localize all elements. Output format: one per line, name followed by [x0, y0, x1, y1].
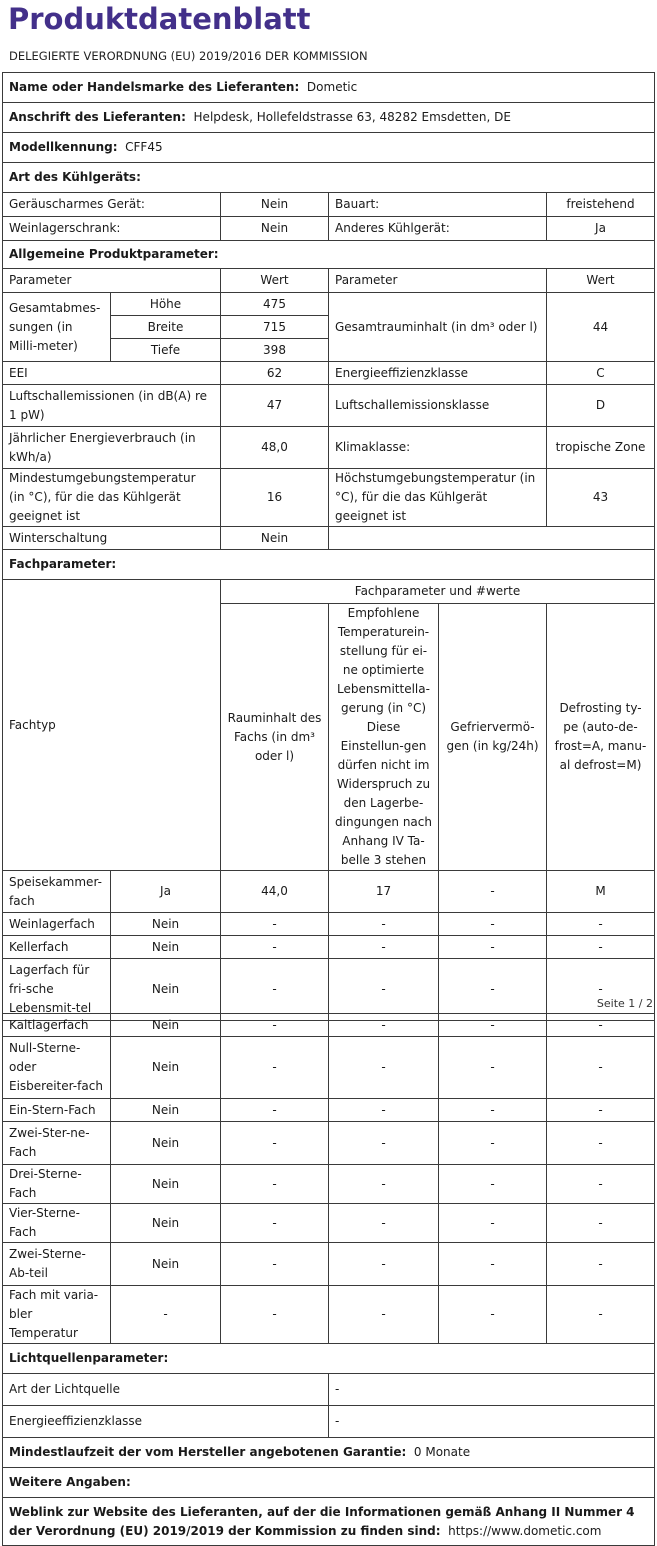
weblink-url[interactable]: https://www.dometic.com	[448, 1523, 602, 1538]
compartment-temp: -	[329, 1014, 439, 1037]
compartment-freeze: -	[439, 1286, 547, 1344]
datasheet-table-page2	[2, 1013, 655, 1546]
compartment-freeze: -	[439, 1243, 547, 1286]
empty-cell	[329, 527, 655, 550]
supplier-address-row	[3, 103, 655, 133]
supplier-address-value: Helpdesk, Hollefeldstrasse 63, 48282 Emsdetten, DE	[193, 110, 511, 124]
compartment-freeze: -	[439, 936, 547, 959]
compartment-defrost: M	[547, 871, 655, 913]
defrost-col-header: Defrosting ty-pe (auto-de-frost=A, manu-al defrost=M)	[547, 604, 655, 871]
compartment-row	[3, 1037, 655, 1099]
type-label: Weinlagerschrank:	[3, 217, 221, 241]
compartment-name: Ein-Stern-Fach	[3, 1099, 111, 1122]
compartment-name: Zwei-Ster-ne-Fach	[3, 1122, 111, 1165]
compartment-freeze: -	[439, 871, 547, 913]
compartment-present: Nein	[111, 1122, 221, 1165]
general-header-row	[3, 269, 655, 293]
compartment-freeze: -	[439, 1165, 547, 1204]
param-value: 47	[221, 385, 329, 427]
param-value: 43	[547, 469, 655, 527]
winter-row	[3, 527, 655, 550]
fachparameter-group-header: Fachparameter und #werte	[221, 580, 655, 604]
compartment-present: Ja	[111, 871, 221, 913]
type-value: freistehend	[547, 193, 655, 217]
compartment-temp: -	[329, 1165, 439, 1204]
compartment-volume: -	[221, 1165, 329, 1204]
compartment-row	[3, 1243, 655, 1286]
compartment-heading-row	[3, 550, 655, 580]
compartment-present: Nein	[111, 1014, 221, 1037]
light-type-row	[3, 1374, 655, 1406]
compartment-present: Nein	[111, 936, 221, 959]
compartment-defrost: -	[547, 1099, 655, 1122]
param-value: tropische Zone	[547, 427, 655, 469]
dimension-value: 715	[221, 316, 329, 339]
value-col-header: Wert	[547, 269, 655, 293]
compartment-name: Kellerfach	[3, 936, 111, 959]
compartment-heading: Fachparameter:	[3, 550, 655, 580]
type-label: Anderes Kühlgerät:	[329, 217, 547, 241]
param-row	[3, 427, 655, 469]
supplier-name-value: Dometic	[306, 80, 358, 94]
type-value: Ja	[547, 217, 655, 241]
compartment-name: Fach mit varia-bler Temperatur	[3, 1286, 111, 1344]
warranty-row	[3, 1438, 655, 1468]
type-value: Nein	[221, 217, 329, 241]
compartment-volume: -	[221, 1243, 329, 1286]
compartment-present: Nein	[111, 1243, 221, 1286]
model-label: Modellkennung:	[9, 140, 118, 154]
page-number: Seite 1 / 2	[596, 997, 653, 1010]
value-col-header: Wert	[221, 269, 329, 293]
type-value: Nein	[221, 193, 329, 217]
light-class-row	[3, 1406, 655, 1438]
type-label: Geräuscharmes Gerät:	[3, 193, 221, 217]
param-label: Luftschallemissionen (in dB(A) re 1 pW)	[3, 385, 221, 427]
compartment-name: Null-Sterne-oder Eisbereiter-fach	[3, 1037, 111, 1099]
freezing-col-header: Gefriervermö-gen (in kg/24h)	[439, 604, 547, 871]
light-type-value: -	[329, 1374, 655, 1406]
compartment-present: Nein	[111, 959, 221, 1021]
model-row	[3, 133, 655, 163]
volume-col-header: Rauminhalt des Fachs (in dm³ oder l)	[221, 604, 329, 871]
further-heading-row	[3, 1468, 655, 1498]
compartment-row	[3, 871, 655, 913]
compartment-temp: -	[329, 1243, 439, 1286]
compartment-volume: -	[221, 959, 329, 1021]
compartment-temp: -	[329, 913, 439, 936]
compartment-defrost: -	[547, 1122, 655, 1165]
compartment-name: Vier-Sterne-Fach	[3, 1204, 111, 1243]
compartment-volume: -	[221, 1122, 329, 1165]
compartment-temp: -	[329, 1037, 439, 1099]
compartment-freeze: -	[439, 913, 547, 936]
compartment-freeze: -	[439, 1204, 547, 1243]
compartment-group-header-row	[3, 580, 655, 604]
compartment-defrost: -	[547, 1204, 655, 1243]
datasheet-table-page1	[2, 72, 655, 1021]
further-heading: Weitere Angaben:	[3, 1468, 655, 1498]
compartment-temp: -	[329, 1204, 439, 1243]
compartment-row	[3, 1204, 655, 1243]
warranty-label: Mindestlaufzeit der vom Hersteller angebotenen Garantie:	[9, 1445, 407, 1459]
compartment-present: Nein	[111, 1165, 221, 1204]
compartment-row	[3, 1014, 655, 1037]
compartment-present: Nein	[111, 1099, 221, 1122]
compartment-name: Zwei-Sterne-Ab-teil	[3, 1243, 111, 1286]
type-row	[3, 193, 655, 217]
compartment-name: Drei-Sterne-Fach	[3, 1165, 111, 1204]
compartment-defrost: -	[547, 1037, 655, 1099]
compartment-temp: -	[329, 959, 439, 1021]
compartment-name: Kaltlagerfach	[3, 1014, 111, 1037]
param-value: D	[547, 385, 655, 427]
param-label: Luftschallemissionsklasse	[329, 385, 547, 427]
dimension-name: Tiefe	[111, 339, 221, 362]
compartment-defrost: -	[547, 1165, 655, 1204]
compartment-defrost: -	[547, 1014, 655, 1037]
compartment-row	[3, 913, 655, 936]
weblink-row	[3, 1498, 655, 1546]
param-row	[3, 362, 655, 385]
compartment-present: Nein	[111, 913, 221, 936]
compartment-temp: -	[329, 1286, 439, 1344]
light-type-label: Art der Lichtquelle	[3, 1374, 329, 1406]
compartment-temp: -	[329, 936, 439, 959]
param-col-header: Parameter	[329, 269, 547, 293]
compartment-defrost: -	[547, 913, 655, 936]
warranty-value: 0 Monate	[413, 1445, 471, 1459]
compartment-temp: 17	[329, 871, 439, 913]
compartment-freeze: -	[439, 1099, 547, 1122]
param-label: Höchstumgebungstemperatur (in °C), für die das Kühlgerät geeignet ist	[329, 469, 547, 527]
compartment-volume: -	[221, 936, 329, 959]
param-value: C	[547, 362, 655, 385]
compartment-row	[3, 1165, 655, 1204]
compartment-name: Weinlagerfach	[3, 913, 111, 936]
type-label: Bauart:	[329, 193, 547, 217]
param-label: Klimaklasse:	[329, 427, 547, 469]
compartment-volume: -	[221, 1099, 329, 1122]
supplier-name-label: Name oder Handelsmarke des Lieferanten:	[9, 80, 300, 94]
dimension-value: 475	[221, 293, 329, 316]
model-value: CFF45	[125, 140, 163, 154]
type-heading: Art des Kühlgeräts:	[3, 163, 655, 193]
light-heading-row	[3, 1344, 655, 1374]
dimension-name: Höhe	[111, 293, 221, 316]
weblink-label: Weblink zur Website des Lieferanten, auf der die Informationen gemäß Anhang II Nummer 4 der Verordnung (EU) 2019/2019 der Kommission zu finden sind:	[9, 1504, 635, 1538]
compartment-defrost: -	[547, 1286, 655, 1344]
param-row	[3, 469, 655, 527]
winter-value: Nein	[221, 527, 329, 550]
dimension-value: 398	[221, 339, 329, 362]
compartment-temp: -	[329, 1122, 439, 1165]
param-row	[3, 385, 655, 427]
compartment-volume: -	[221, 1014, 329, 1037]
compartment-freeze: -	[439, 1122, 547, 1165]
compartment-volume: -	[221, 1286, 329, 1344]
compartment-row	[3, 1286, 655, 1344]
compartment-temp: -	[329, 1099, 439, 1122]
supplier-address-label: Anschrift des Lieferanten:	[9, 110, 186, 124]
compartment-row	[3, 936, 655, 959]
type-row	[3, 217, 655, 241]
compartment-volume: -	[221, 913, 329, 936]
compartment-defrost: -	[547, 959, 655, 1021]
fachtyp-header: Fachtyp	[3, 580, 221, 871]
compartment-defrost: -	[547, 1243, 655, 1286]
page-title: Produktdatenblatt	[8, 2, 311, 36]
compartment-volume: 44,0	[221, 871, 329, 913]
light-class-value: -	[329, 1406, 655, 1438]
param-label: Mindestumgebungstemperatur (in °C), für die das Kühlgerät geeignet ist	[3, 469, 221, 527]
param-label: Jährlicher Energieverbrauch (in kWh/a)	[3, 427, 221, 469]
compartment-name: Speisekammer-fach	[3, 871, 111, 913]
supplier-name-row	[3, 73, 655, 103]
regulation-subtitle: DELEGIERTE VERORDNUNG (EU) 2019/2016 DER KOMMISSION	[9, 49, 368, 63]
dimensions-label: Gesamtabmes-sungen (in Milli-meter)	[3, 293, 111, 362]
param-value: 62	[221, 362, 329, 385]
temperature-col-header: Empfohlene Temperaturein-stellung für ei-ne optimierte Lebensmittella-gerung (in °C) Diese Einstellun-gen dürfen nicht im Widerspruch zu den Lagerbe-dingungen nach Anhang IV Ta-belle 3 stehen	[329, 604, 439, 871]
param-label: Energieeffizienzklasse	[329, 362, 547, 385]
total-volume-label: Gesamtrauminhalt (in dm³ oder l)	[329, 293, 547, 362]
winter-label: Winterschaltung	[3, 527, 221, 550]
compartment-row	[3, 1099, 655, 1122]
general-heading: Allgemeine Produktparameter:	[3, 241, 655, 269]
dimension-row	[3, 293, 655, 316]
compartment-freeze: -	[439, 959, 547, 1021]
compartment-present: -	[111, 1286, 221, 1344]
light-class-label: Energieeffizienzklasse	[3, 1406, 329, 1438]
compartment-row	[3, 1122, 655, 1165]
compartment-row	[3, 959, 655, 1021]
total-volume-value: 44	[547, 293, 655, 362]
compartment-volume: -	[221, 1037, 329, 1099]
light-heading: Lichtquellenparameter:	[3, 1344, 655, 1374]
compartment-present: Nein	[111, 1037, 221, 1099]
param-label: EEI	[3, 362, 221, 385]
compartment-defrost: -	[547, 936, 655, 959]
type-heading-row	[3, 163, 655, 193]
general-heading-row	[3, 241, 655, 269]
param-value: 48,0	[221, 427, 329, 469]
param-col-header: Parameter	[3, 269, 221, 293]
compartment-freeze: -	[439, 1014, 547, 1037]
param-value: 16	[221, 469, 329, 527]
compartment-present: Nein	[111, 1204, 221, 1243]
compartment-freeze: -	[439, 1037, 547, 1099]
compartment-volume: -	[221, 1204, 329, 1243]
dimension-name: Breite	[111, 316, 221, 339]
compartment-name: Lagerfach für fri-sche Lebensmit-tel	[3, 959, 111, 1021]
